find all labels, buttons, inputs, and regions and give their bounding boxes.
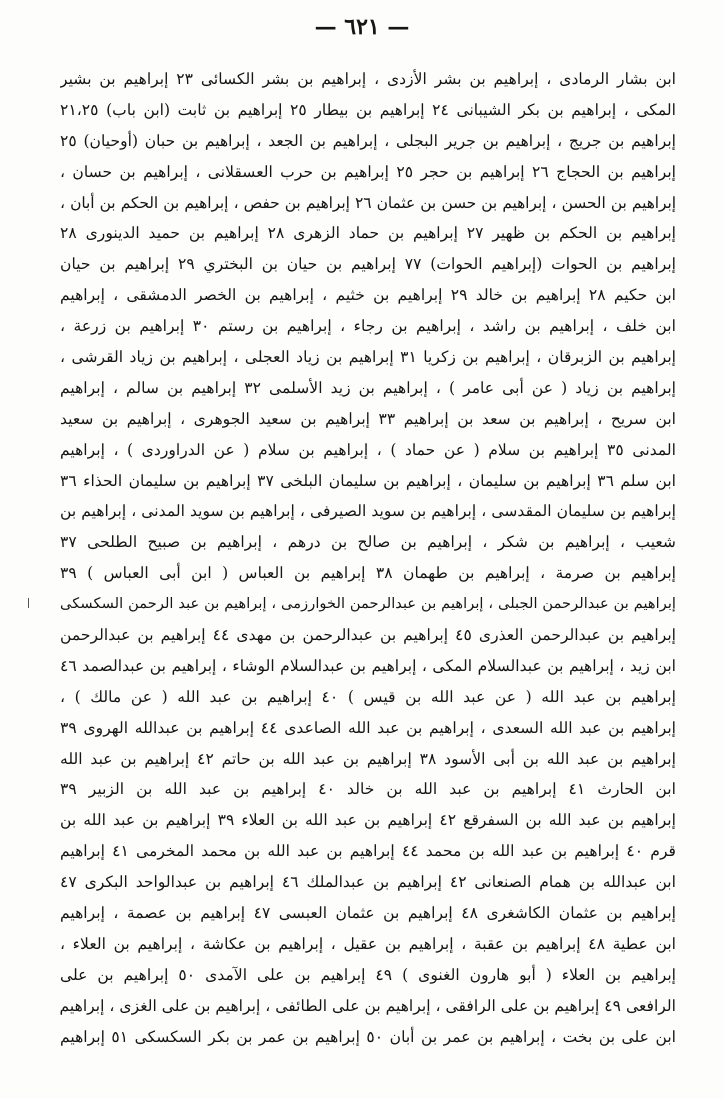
page-number: — ٦٢١ — <box>314 14 410 40</box>
margin-mark <box>28 598 29 608</box>
index-line: إبراهيم بن عبد الله بن السفرقع ٤٢ إبراهيم بن عبد الله بن العلاء ٣٩ إبراهيم بن عبد الله بن <box>60 811 676 830</box>
index-line: المدنى ٣٥ إبراهيم بن سلام ( عن حماد ) ، إبراهيم بن سلام ( عن الدراوردى ) ، إبراهيم <box>60 440 676 459</box>
index-line: ابن سلم ٣٦ إبراهيم بن سليمان ، إبراهيم بن سليمان البلخى ٣٧ إبراهيم بن سليمان الحذاء ٣٦ <box>60 471 676 490</box>
index-line: إبراهيم بن الحسن ، إبراهيم بن حسن بن عثمان ٢٦ إبراهيم بن حفص ، إبراهيم بن الحكم بن أبان ، <box>60 193 676 212</box>
index-line: ابن خلف ، إبراهيم بن راشد ، إبراهيم بن رجاء ، إبراهيم بن رستم ٣٠ إبراهيم بن زرعة ، <box>60 317 676 336</box>
index-line: إبراهيم بن عبدالرحمن العذرى ٤٥ إبراهيم بن عبدالرحمن بن مهدى ٤٤ إبراهيم بن عبدالرحمن <box>60 626 676 645</box>
index-line: إبراهيم بن الحكم بن ظهير ٢٧ إبراهيم بن حماد الزهرى ٢٨ إبراهيم بن حميد الدينورى ٢٨ <box>60 224 676 243</box>
index-line: ابن عطية ٤٨ إبراهيم بن عقبة ، إبراهيم بن عقيل ، إبراهيم بن عكاشة ، إبراهيم بن العلاء ، <box>60 934 676 953</box>
index-line: قرم ٤٠ إبراهيم بن عبد الله بن محمد ٤٤ إبراهيم بن عبد الله بن محمد المخرمى ٤١ إبراهيم <box>60 842 676 861</box>
index-line: إبراهيم بن عبد الله ( عن عبد الله بن قيس ) ٤٠ إبراهيم بن عبد الله ( عن مالك ) ، <box>60 687 676 706</box>
index-line: ابن سريح ، إبراهيم بن سعد بن إبراهيم ٣٣ إبراهيم بن سعيد الجوهرى ، إبراهيم بن سعيد <box>60 409 676 428</box>
index-text-block <box>60 64 676 1053</box>
index-line: ابن على بن بخت ، إبراهيم بن عمر بن أبان ٥٠ إبراهيم بن عمر بن بكر السكسكى ٥١ إبراهيم <box>60 1027 676 1046</box>
index-line: إبراهيم بن عبد الله بن أبى الأسود ٣٨ إبراهيم بن عبد الله بن حاتم ٤٢ إبراهيم بن عبد الله <box>60 749 676 768</box>
index-line: الرافعى ٤٩ إبراهيم بن على الرافقى ، إبراهيم بن على الطائفى ، إبراهيم بن على الغزى ، إبراهيم <box>60 996 676 1015</box>
index-line: شعيب ، إبراهيم بن شكر ، إبراهيم بن صالح بن درهم ، إبراهيم بن صبيح الطلحى ٣٧ <box>60 533 676 552</box>
index-line: إبراهيم بن الحوات (إبراهيم الحوات) ٧٧ إبراهيم بن حيان بن البختري ٢٩ إبراهيم بن حيان <box>60 255 676 274</box>
index-line: ابن زيد ، إبراهيم بن عبدالسلام المكى ، إبراهيم بن عبدالسلام الوشاء ، إبراهيم بن عبدالصمد ٤٦ <box>60 656 676 675</box>
index-line: إبراهيم بن عبدالرحمن الجبلى ، إبراهيم بن عبدالرحمن الخوارزمى ، إبراهيم بن عبد الرحمن السكسكى <box>60 595 676 613</box>
index-line: إبراهيم بن العلاء ( أبو هارون الغنوى ) ٤٩ إبراهيم بن على الآمدى ٥٠ إبراهيم بن على <box>60 965 676 984</box>
index-line: ابن الحارث ٤١ إبراهيم بن عبد الله بن خالد ٤٠ إبراهيم بن عبد الله بن الزبير ٣٩ <box>60 780 676 799</box>
index-line: إبراهيم بن صرمة ، إبراهيم بن طهمان ٣٨ إبراهيم بن العباس ( ابن أبى العباس ) ٣٩ <box>60 564 676 583</box>
index-line: إبراهيم بن عثمان الكاشغرى ٤٨ إبراهيم بن عثمان العبسى ٤٧ إبراهيم بن عصمة ، إبراهيم <box>60 904 676 923</box>
index-line: المكى ، إبراهيم بن بكر الشيبانى ٢٤ إبراهيم بن بيطار ٢٥ إبراهيم بن ثابت (ابن باب) ٢١،٢٥ <box>60 100 676 119</box>
index-line: إبراهيم بن جريج ، إبراهيم بن جرير البجلى ، إبراهيم بن الجعد ، إبراهيم بن حبان (أوحيان) ٢٥ <box>60 131 676 150</box>
index-line: إبراهيم بن الحجاج ٢٦ إبراهيم بن حجر ٢٥ إبراهيم بن حرب العسقلانى ، إبراهيم بن حسان ، <box>60 162 676 181</box>
index-line: إبراهيم بن الزبرقان ، إبراهيم بن زكريا ٣١ إبراهيم بن زياد العجلى ، إبراهيم بن زياد القرشى ، <box>60 348 676 367</box>
index-line: ابن حكيم ٢٨ إبراهيم بن خالد ٢٩ إبراهيم بن خثيم ، إبراهيم بن الخصر الدمشقى ، إبراهيم <box>60 286 676 305</box>
index-line: ابن بشار الرمادى ، إبراهيم بن بشر الأزدى ، إبراهيم بن بشر الكسائى ٢٣ إبراهيم بن بشير <box>60 70 676 88</box>
index-line: إبراهيم بن زياد ( عن أبى عامر ) ، إبراهيم بن زيد الأسلمى ٣٢ إبراهيم بن سالم ، إبراهيم <box>60 378 676 397</box>
index-line: إبراهيم بن سليمان المقدسى ، إبراهيم بن سويد الصيرفى ، إبراهيم بن سويد المدنى ، إبراهيم بن <box>60 502 676 521</box>
index-line: إبراهيم بن عبد الله السعدى ، إبراهيم بن عبد الله الصاعدى ٤٤ إبراهيم بن عبدالله الهروى ٣٩ <box>60 718 676 737</box>
index-line: ابن عبدالله بن همام الصنعانى ٤٢ إبراهيم بن عبدالملك ٤٦ إبراهيم بن عبدالواحد البكرى ٤٧ <box>60 873 676 892</box>
